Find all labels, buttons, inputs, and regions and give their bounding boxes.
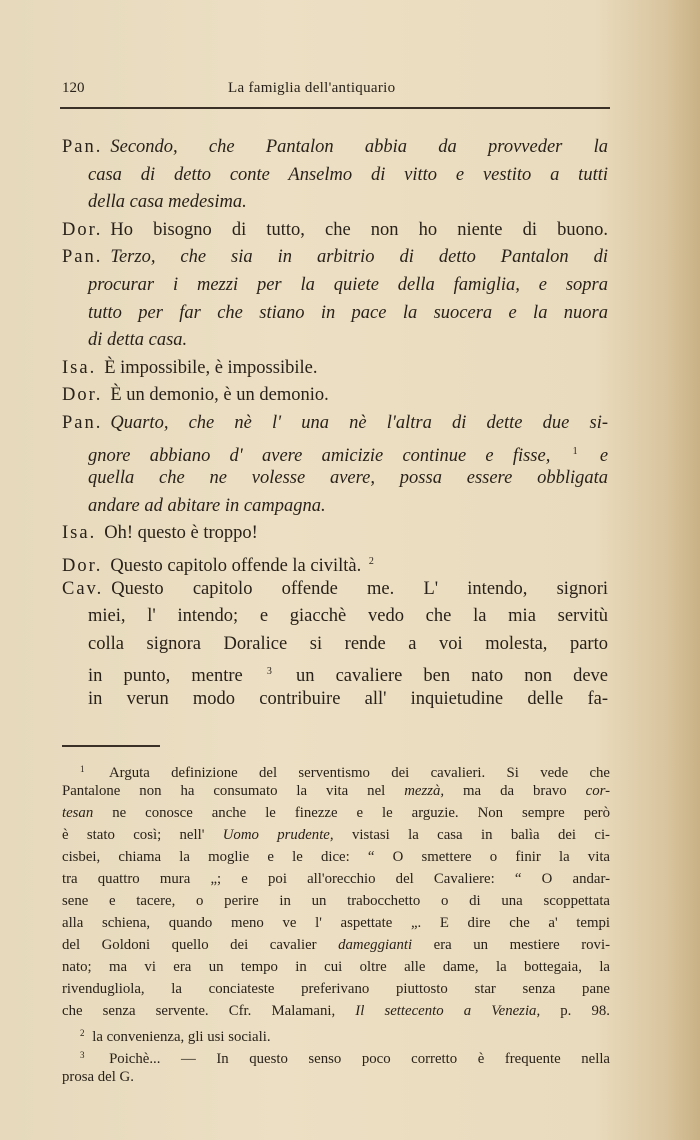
text: sene e tacere, o perire in un trabocchetto o di una scoppettata — [62, 893, 610, 909]
text: in verun modo contribuire all' inquietudine delle fa- — [88, 688, 608, 709]
text-line — [62, 493, 608, 521]
text: Ho bisogno di tutto, che non ho niente di buono. — [110, 219, 608, 240]
footnote-line — [62, 1066, 610, 1088]
speaker-name: Isa. — [62, 523, 97, 544]
text: Oh! questo è troppo! — [104, 523, 258, 544]
text-line — [62, 355, 608, 383]
header-rule — [60, 107, 610, 109]
text-line — [62, 465, 608, 493]
text-line — [62, 382, 608, 410]
speaker-name: Pan. — [62, 412, 103, 433]
speaker-name: Dor. — [62, 219, 103, 240]
text-line — [62, 162, 608, 190]
text: Questo capitolo offende me. L' intendo, signori — [111, 578, 608, 599]
text-line — [62, 217, 608, 245]
text: del Goldoni quello dei cavalier — [62, 937, 339, 953]
text: in punto, mentre — [88, 666, 243, 687]
text: ne conosce anche le finezze e le arguzie. Non sempre però — [112, 805, 610, 821]
text: era un mestiere rovi- — [433, 937, 610, 953]
italic-text: andare ad abitare in campagna. — [88, 495, 326, 516]
italic-text: gnore abbiano d' avere amicizie continue e fisse, — [88, 445, 551, 466]
text-line — [62, 272, 608, 300]
italic-text: dameggianti — [338, 937, 413, 953]
italic-text: Secondo, che Pantalon abbia da provveder la — [110, 137, 608, 157]
italic-text: tutto per far che stiano in pace la suocera e la nuora — [88, 302, 608, 323]
text: la convenienza, gli usi sociali. — [92, 1029, 271, 1045]
page-number: 120 — [62, 80, 85, 96]
italic-text: procurar i mezzi per la quiete della famiglia, e sopra — [88, 274, 608, 295]
footnote-marker: 1 — [572, 445, 578, 457]
text: Pantalone non ha consumato la vita nel — [62, 783, 405, 799]
text-line — [62, 189, 608, 217]
footnote-line — [62, 1044, 610, 1066]
text-line — [62, 244, 608, 272]
italic-text: tesan — [62, 805, 94, 821]
text: colla signora Doralice si rende a voi molesta, parto — [88, 633, 608, 654]
footnote-rule — [62, 745, 160, 747]
text: Questo capitolo offende la civiltà. — [110, 555, 362, 576]
text: prosa del G. — [62, 1069, 134, 1085]
text: Poichè... — In questo senso poco corretto è frequente nella — [109, 1051, 610, 1067]
footnote-line — [62, 846, 610, 868]
italic-text: cor- — [585, 783, 610, 799]
text-line — [62, 576, 608, 604]
text-line — [62, 410, 608, 438]
footnote-line — [62, 978, 610, 1000]
speaker-name: Pan. — [62, 137, 103, 157]
text: alla schiena, quando meno ve l' aspettate „. E dire che a' tempi — [62, 915, 610, 931]
footnote-marker: 2 — [80, 1028, 85, 1038]
text: è stato così; nell' — [62, 827, 205, 843]
text-line — [62, 438, 608, 466]
footnote-marker: 1 — [80, 764, 85, 774]
footnote-marker: 3 — [80, 1050, 85, 1060]
text: che senza servente. Cfr. Malamani, — [62, 1003, 356, 1019]
dialogue-text — [62, 134, 608, 713]
text-line — [62, 603, 608, 631]
running-title: La famiglia dell'antiquario — [228, 80, 396, 96]
text-line — [62, 658, 608, 686]
speaker-name: Cav. — [62, 578, 104, 599]
speaker-name: Isa. — [62, 357, 97, 378]
text: miei, l' intendo; e giacchè vedo che la mia servitù — [88, 606, 608, 627]
footnote-marker: 3 — [266, 666, 272, 678]
text: p. 98. — [560, 1003, 610, 1019]
text: È impossibile, è impossibile. — [104, 357, 318, 378]
text-line — [62, 134, 608, 162]
speaker-name: Dor. — [62, 555, 103, 576]
text: tra quattro mura „; e poi all'orecchio del Cavaliere: “ O andar- — [62, 871, 610, 887]
italic-text: mezzà, — [404, 783, 445, 799]
italic-text: della casa medesima. — [88, 192, 247, 213]
text-line — [62, 548, 608, 576]
footnote-line — [62, 824, 610, 846]
text: un cavaliere ben nato non deve — [295, 666, 608, 687]
italic-text: quella che ne volesse avere, possa essere obbligata — [88, 468, 608, 489]
text: rivendugliola, la conciateste preferivano piuttosto star senza pane — [62, 981, 610, 997]
text: Arguta definizione del serventismo dei cavalieri. Si vede che — [109, 765, 610, 781]
text-line — [62, 300, 608, 328]
footnote-line — [62, 912, 610, 934]
footnote-line — [62, 1000, 610, 1022]
text-line — [62, 327, 608, 355]
footnote-line — [62, 802, 610, 824]
footnote-line — [62, 934, 610, 956]
text: vistasi la casa in balìa dei ci- — [351, 827, 610, 843]
footnote-line — [62, 758, 610, 780]
italic-text: e — [599, 445, 609, 466]
italic-text: Uomo prudente, — [222, 827, 334, 843]
text: cisbei, chiama la moglie e le dice: “ O smettere o finir la vita — [62, 849, 610, 865]
speaker-name: Pan. — [62, 247, 103, 268]
speaker-name: Dor. — [62, 385, 103, 406]
text-line — [62, 631, 608, 659]
italic-text: Quarto, che nè l' una nè l'altra di dette due si- — [110, 412, 608, 433]
text: È un demonio, è un demonio. — [110, 385, 329, 406]
text-line — [62, 520, 608, 548]
text: nato; ma vi era un tempo in cui oltre alle dame, la bottegaia, la — [62, 959, 610, 975]
italic-text: Il settecento a Venezia, — [355, 1003, 541, 1019]
italic-text: casa di detto conte Anselmo di vitto e vestito a tutti — [88, 164, 608, 185]
footnote-marker: 2 — [368, 555, 374, 567]
italic-text: Terzo, che sia in arbitrio di detto Pantalon di — [110, 247, 608, 268]
footnote-line — [62, 956, 610, 978]
text: ma da bravo — [463, 783, 586, 799]
footnote-line — [62, 780, 610, 802]
footnote-line — [62, 890, 610, 912]
footnote-line — [62, 868, 610, 890]
italic-text: di detta casa. — [88, 330, 188, 351]
footnotes — [62, 758, 610, 1088]
text-line — [62, 686, 608, 714]
footnote-line — [62, 1022, 610, 1044]
